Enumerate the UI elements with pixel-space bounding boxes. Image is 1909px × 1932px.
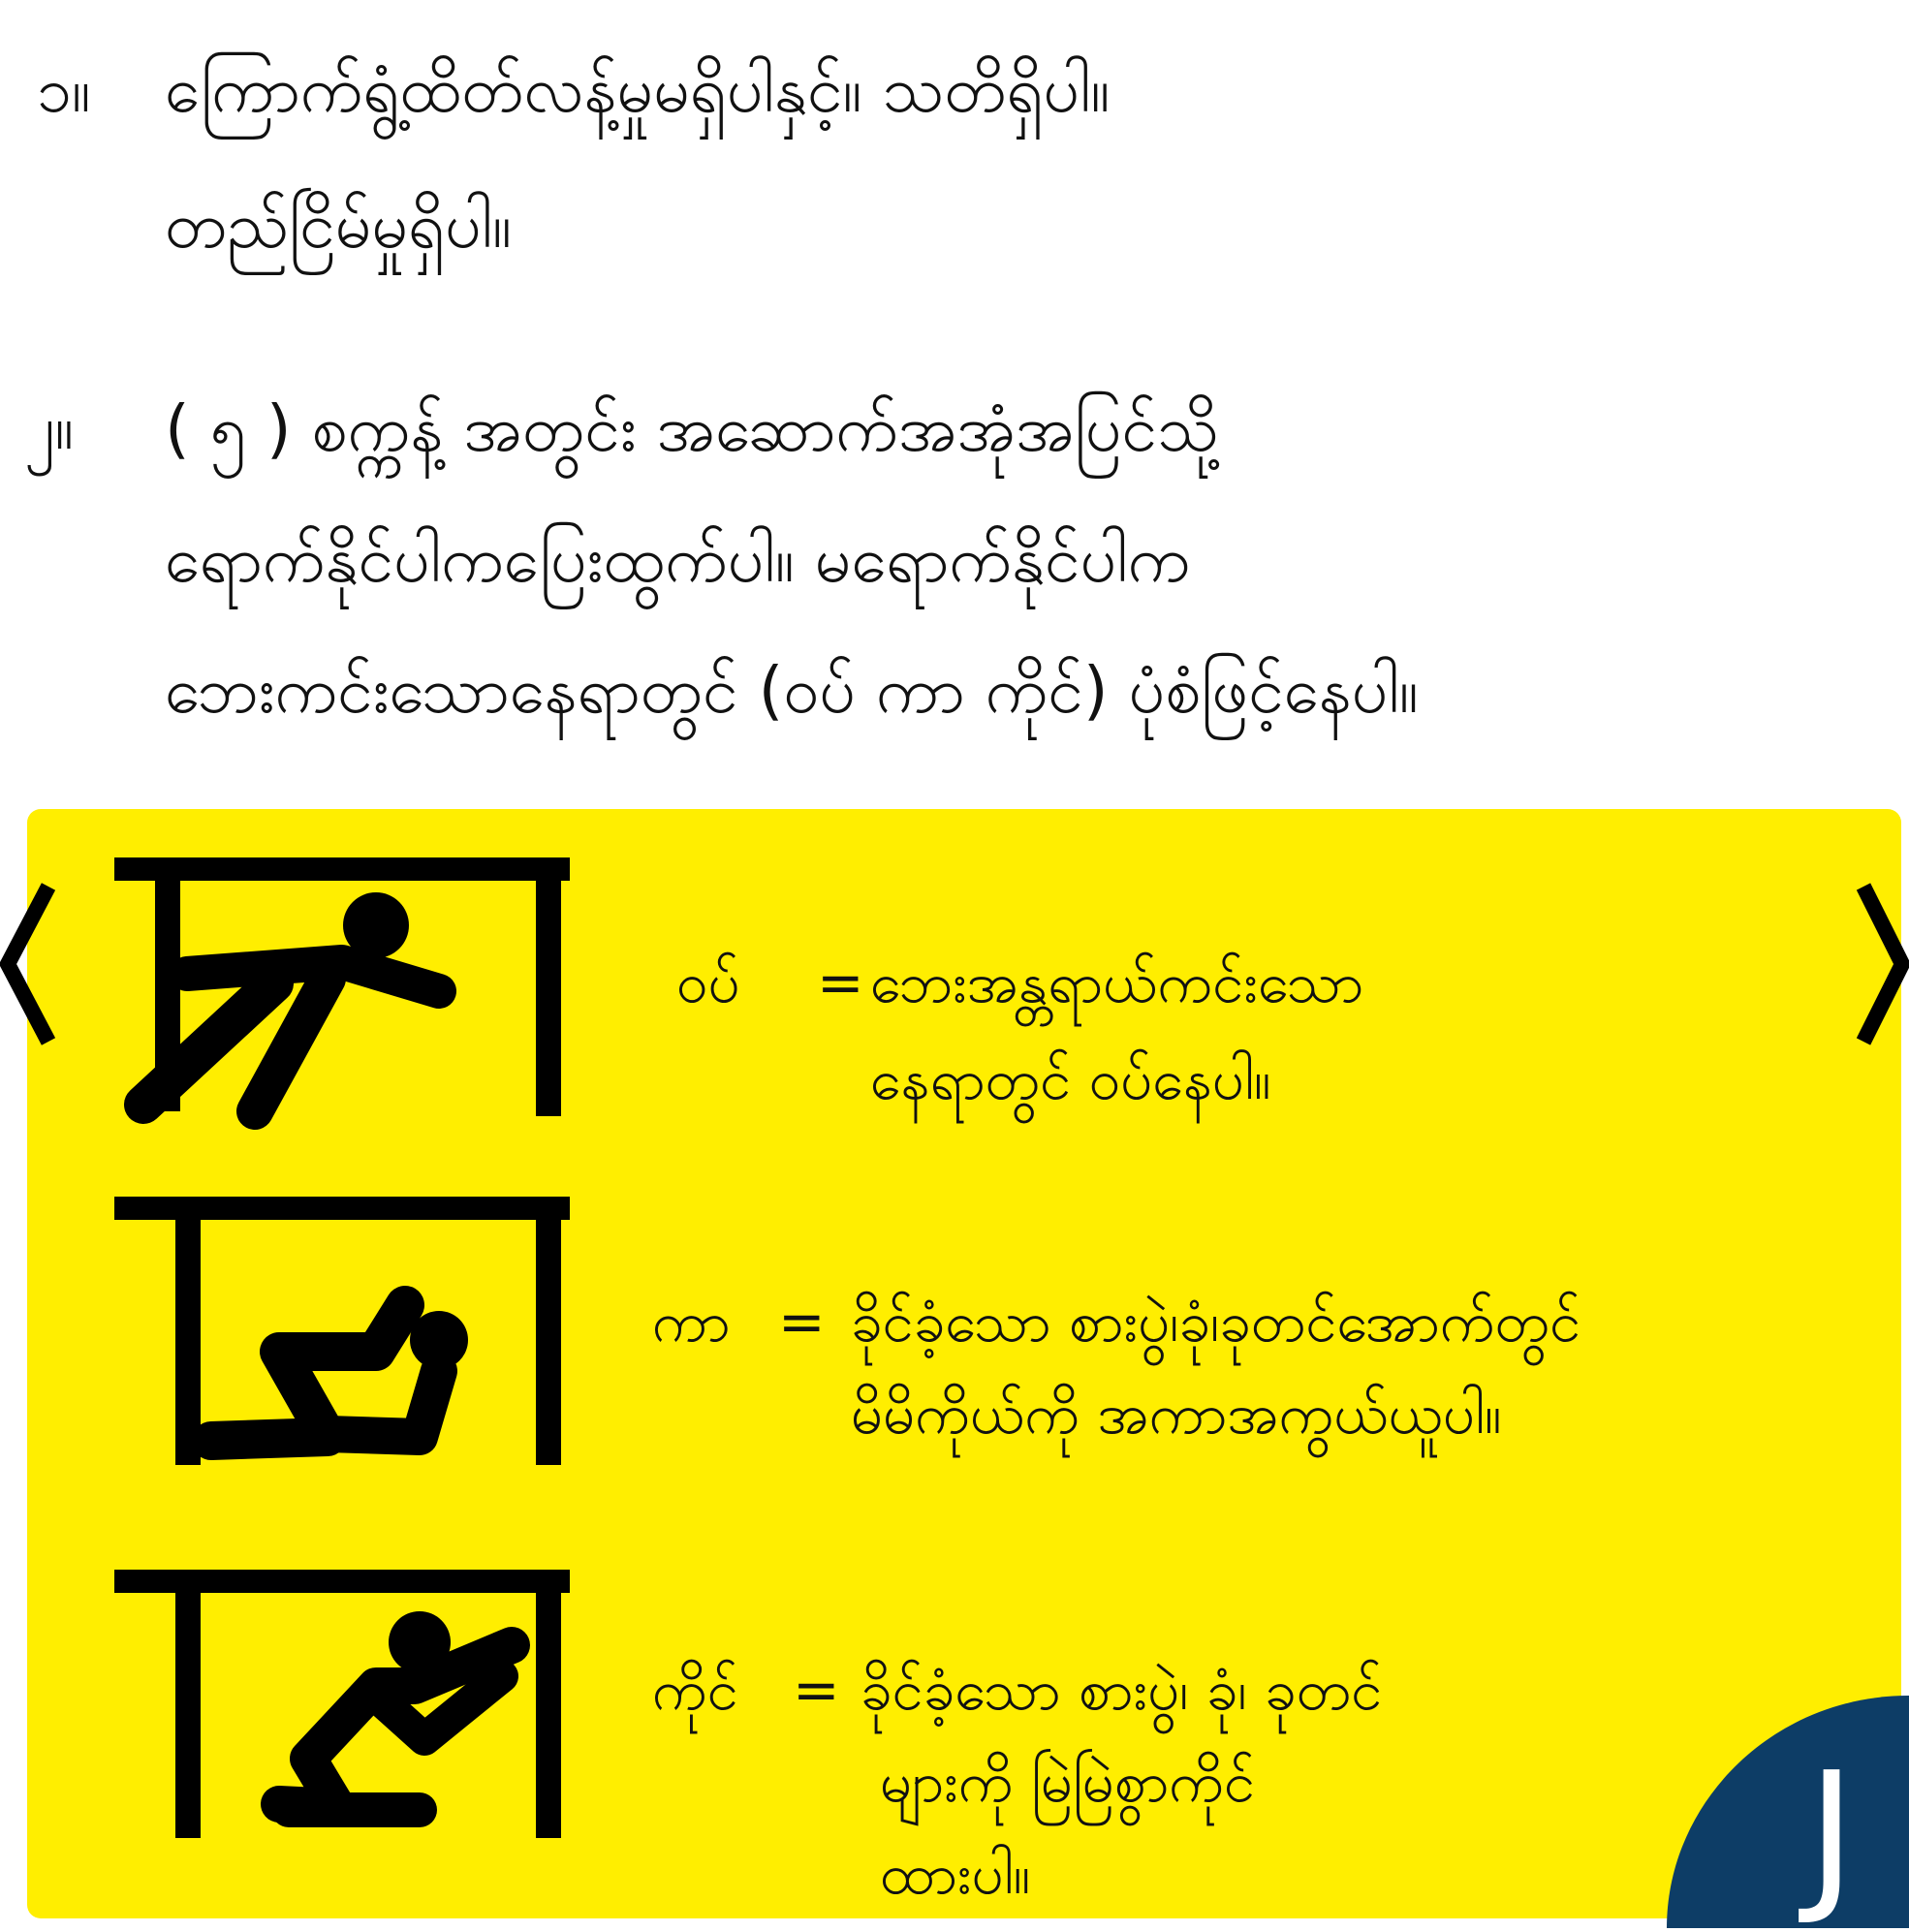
chevron-right-icon — [1856, 877, 1909, 1051]
badge-glyph: J — [1806, 1737, 1857, 1928]
instruction-item-2 — [0, 368, 1909, 756]
equals-sign: = — [817, 950, 864, 1015]
hold-description-line: များကို မြဲမြဲစွာကိုင် — [880, 1749, 1256, 1815]
item-text-line: ( ၅ ) စက္ကန့် အတွင်း အဆောက်အအုံအပြင်သို့ — [165, 391, 1219, 466]
hold-description-line: ထားပါ။ — [880, 1841, 1031, 1907]
corner-logo-badge[interactable] — [1667, 1696, 1909, 1928]
drop-description-line: နေရာတွင် ဝပ်နေပါ။ — [870, 1046, 1271, 1112]
chevron-left-icon — [0, 877, 58, 1051]
cover-description-line: မိမိကိုယ်ကို အကာအကွယ်ယူပါ။ — [851, 1381, 1502, 1447]
item-text-line: ကြောက်ရွံ့ထိတ်လန့်မှုမရှိပါနှင့်။ သတိရှိပါ။ — [165, 52, 1111, 127]
drop-description-line: ဘေးအန္တရာယ်ကင်းသော — [870, 950, 1364, 1015]
next-slide-button[interactable] — [1856, 877, 1909, 1051]
item-text-line: တည်ငြိမ်မှုရှိပါ။ — [165, 188, 513, 263]
equals-sign: = — [778, 1289, 826, 1355]
person-dropping-under-table-icon — [85, 857, 589, 1148]
hold-term: ကိုင် — [652, 1657, 738, 1723]
cover-description-line: ခိုင်ခံ့သော စားပွဲ၊ခုံ၊ခုတင်အောက်တွင် — [851, 1289, 1581, 1355]
item-number: ၁။ — [37, 55, 91, 127]
cover-row — [27, 1197, 1901, 1526]
drop-term: ဝပ် — [676, 950, 740, 1015]
previous-slide-button[interactable] — [0, 877, 58, 1051]
drop-row — [27, 857, 1901, 1187]
drop-cover-hold-panel — [27, 809, 1901, 1918]
cover-term: ကာ — [652, 1289, 731, 1355]
hold-row — [27, 1570, 1901, 1907]
instruction-item-1 — [0, 39, 1909, 281]
person-holding-table-leg-icon — [85, 1570, 589, 1860]
item-text-line: ရောက်နိုင်ပါကပြေးထွက်ပါ။ မရောက်နိုင်ပါက — [165, 522, 1191, 597]
equals-sign: = — [793, 1657, 840, 1723]
item-text-line: ဘေးကင်းသောနေရာတွင် (ဝပ် ကာ ကိုင်) ပုံစံဖြင့်နေပါ။ — [165, 653, 1419, 728]
item-number: ၂။ — [24, 392, 74, 464]
hold-description-line: ခိုင်ခံ့သော စားပွဲ၊ ခုံ၊ ခုတင် — [861, 1657, 1383, 1723]
person-covering-head-under-table-icon — [85, 1197, 589, 1487]
